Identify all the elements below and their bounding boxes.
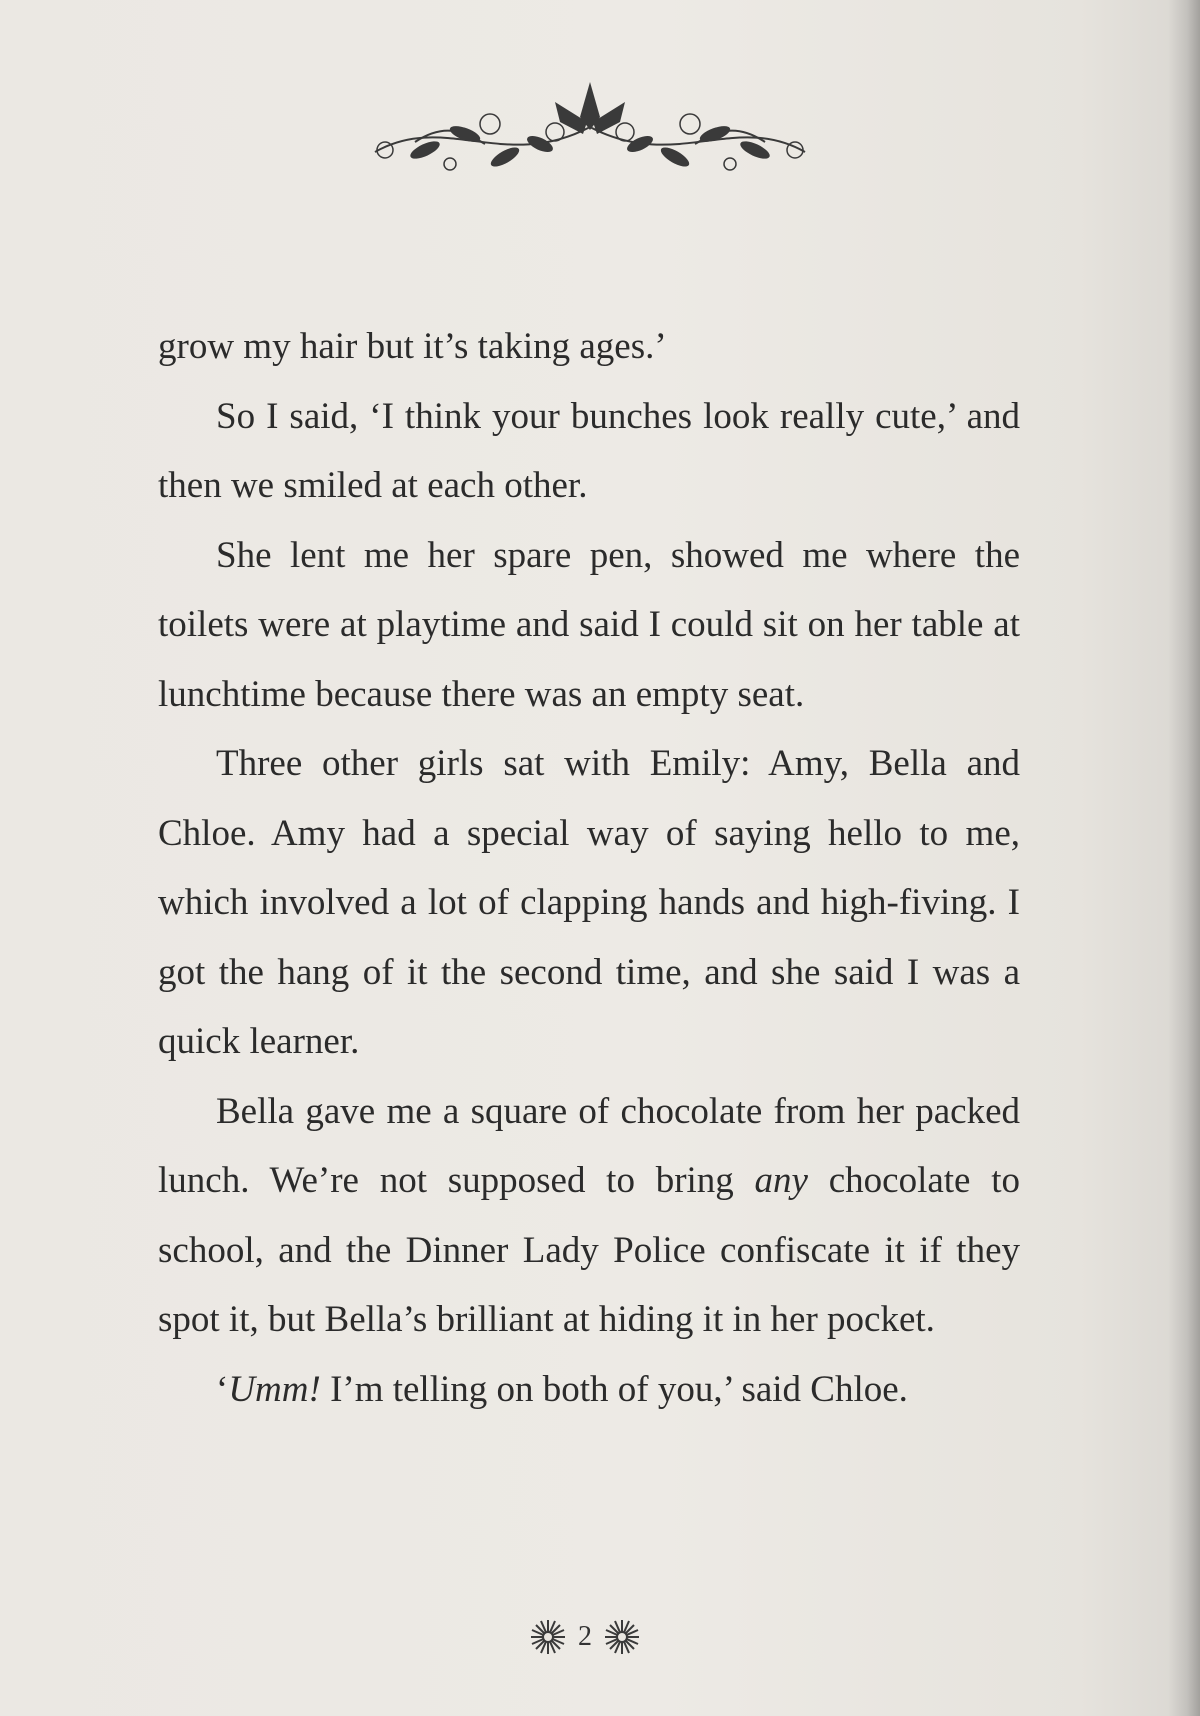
text-segment: So I said, ‘I think your bunches look really cute,’ and then we smiled at each other.: [158, 395, 1020, 506]
italic-text: Umm!: [228, 1368, 321, 1410]
text-segment: Bella gave me a square of chocolate from her packed lunch. We’re not supposed to bring: [158, 1090, 1020, 1201]
paragraph: [158, 382, 1020, 521]
body-text: [158, 312, 1020, 1424]
paragraph: [158, 1077, 1020, 1355]
page-number: 2: [578, 1621, 592, 1652]
daisy-icon: [528, 1617, 568, 1657]
text-segment: Three other girls sat with Emily: Amy, Bella and Chloe. Amy had a special way of saying hello to me, which involved a lot of clapping hands and high-fiving. I got the hang of it the second time, and she said I was a quick learner.: [158, 743, 1020, 1062]
text-segment: I’m telling on both of you,’ said Chloe.: [320, 1368, 908, 1410]
text-segment: chocolate to school, and the Dinner Lady Police confiscate it if they spot it, but Bella’s brilliant at hiding it in her pocket.: [158, 1160, 1020, 1340]
italic-text: any: [754, 1160, 808, 1201]
floral-vine-ornament-icon: [355, 72, 825, 182]
paragraph: [158, 1355, 1020, 1425]
daisy-icon: [602, 1617, 642, 1657]
text-segment: ‘: [216, 1368, 229, 1410]
paragraph: [158, 521, 1020, 730]
page-edge-shadow: [1168, 0, 1200, 1716]
page-footer: [510, 1613, 660, 1661]
paragraph: [158, 729, 1020, 1077]
text-segment: She lent me her spare pen, showed me where the toilets were at playtime and said I could sit on her table at lunchtime because there was an empty seat.: [158, 534, 1020, 715]
paragraph: [158, 312, 1020, 382]
text-segment: grow my hair but it’s taking ages.’: [158, 326, 667, 367]
